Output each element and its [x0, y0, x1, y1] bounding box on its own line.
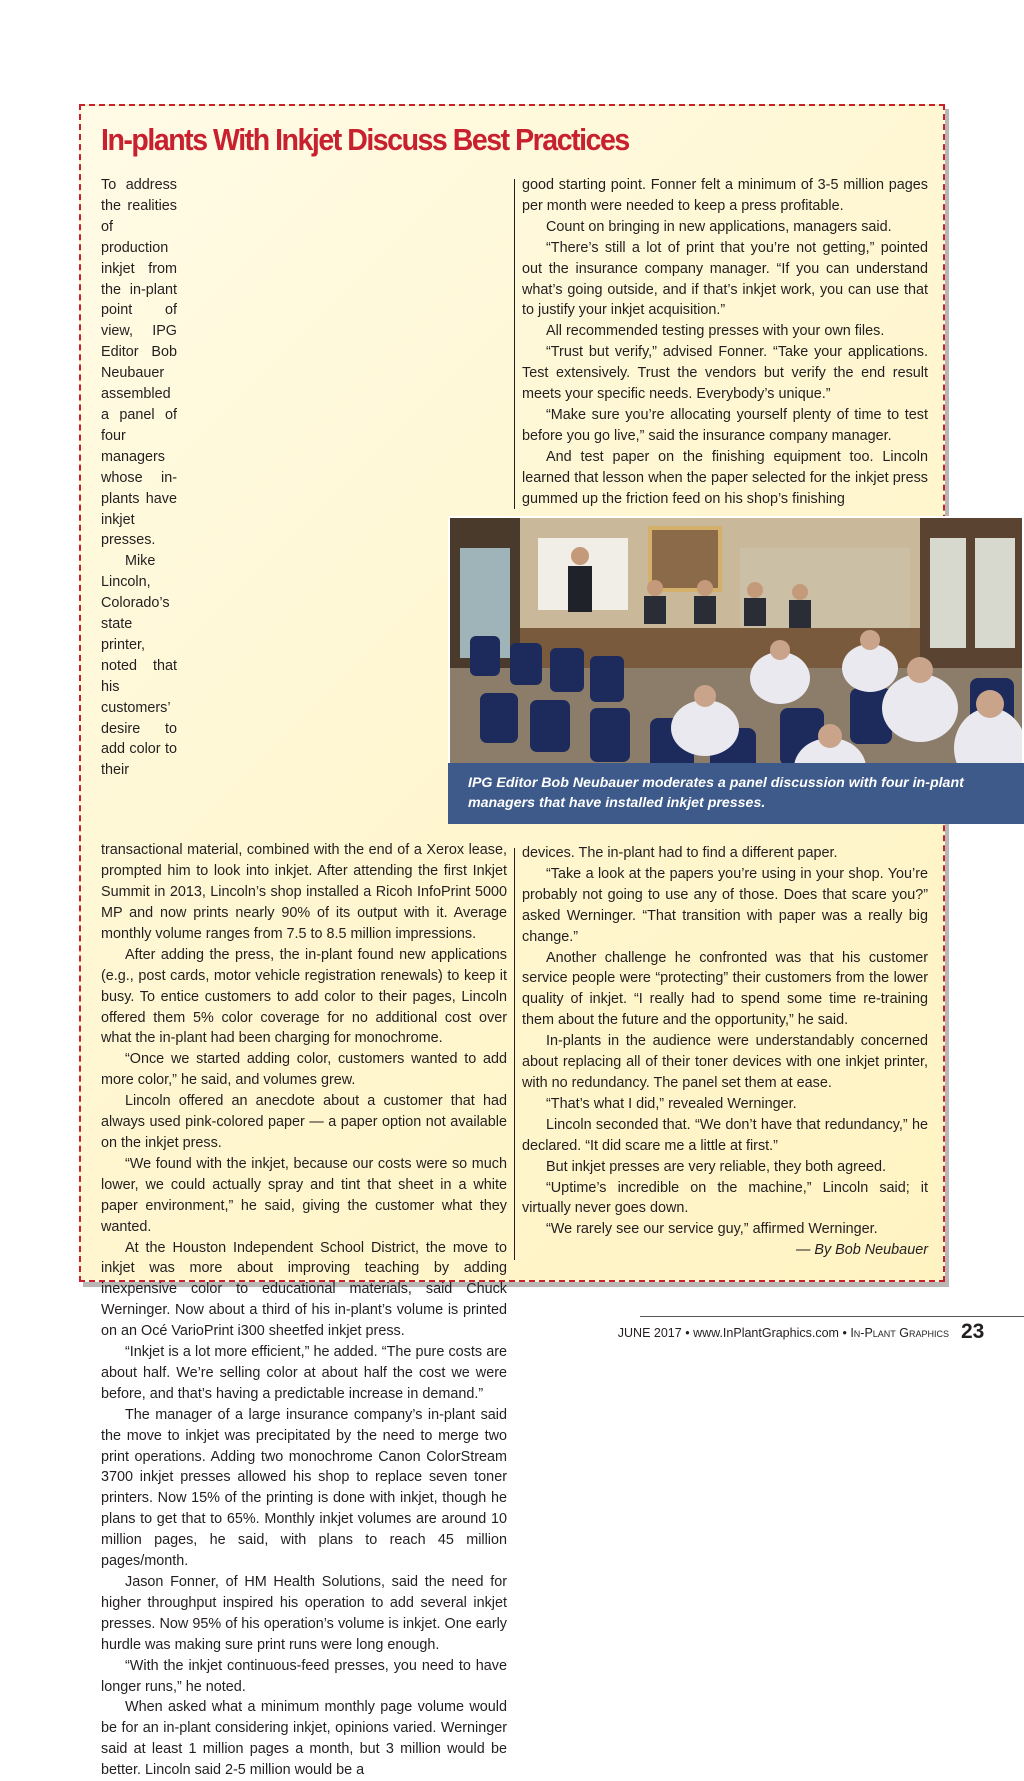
- column-divider: [514, 848, 515, 1260]
- paragraph: Lincoln seconded that. “We don’t have that redundancy,” he declared. “It did scare me a little at first.”: [522, 1116, 928, 1154]
- paragraph: “Once we started adding color, customers wanted to add more color,” he said, and volumes grew.: [101, 1051, 507, 1089]
- bullet-separator: •: [842, 1326, 847, 1340]
- paragraph: Another challenge he confronted was that his customer service people were “protecting” their customers from the lower quality of inkjet. “I really had to spend some time re-training them about the future and the opportunity,” he said.: [522, 949, 928, 1029]
- paragraph: good starting point. Fonner felt a minimum of 3-5 million pages per month were needed to keep a press profitable.: [522, 177, 928, 214]
- paragraph: In-plants in the audience were understandably concerned about replacing all of their toner devices with one inkjet printer, with no redundancy. The panel set them at ease.: [522, 1033, 928, 1091]
- paragraph: Lincoln offered an anecdote about a customer that had always used pink-colored paper — a paper option not available on the inkjet press.: [101, 1093, 507, 1151]
- byline: — By Bob Neubauer: [796, 1242, 928, 1259]
- paragraph: And test paper on the finishing equipment too. Lincoln learned that lesson when the paper selected for the inkjet press gummed up the friction feed on his shop’s finishing: [522, 448, 928, 507]
- paragraph: But inkjet presses are very reliable, they both agreed.: [546, 1158, 886, 1175]
- paragraph: “Inkjet is a lot more efficient,” he added. “The pure costs are about half. We’re selling color at about half the cost we were before, and that’s having a predictable increase in demand.”: [101, 1344, 507, 1402]
- bullet-separator: •: [685, 1326, 690, 1340]
- paragraph: All recommended testing presses with your own files.: [546, 323, 885, 340]
- paragraph: Jason Fonner, of HM Health Solutions, said the need for higher throughput inspired his operation to add several inkjet presses. Now 95% of his operation’s volume is inkjet. One early hurdle was making sure print runs were long enough.: [101, 1574, 507, 1653]
- paragraph: When asked what a minimum monthly page volume would be for an in-plant considering inkjet, opinions varied. Werninger said at least 1 million pages a month, but 3 million would be better. Lincoln said 2-5 million would be a: [101, 1699, 507, 1779]
- paragraph: “That’s what I did,” revealed Werninger.: [546, 1095, 797, 1112]
- paragraph: At the Houston Independent School District, the move to inkjet was more about improving teaching by adding inexpensive color to educational materials, said Chuck Werninger. Now about a third of his in-plant’s volume is printed on an Océ VarioPrint i300 sheetfed inkjet press.: [101, 1239, 507, 1340]
- photo-caption: IPG Editor Bob Neubauer moderates a panel discussion with four in-plant managers that have installed inkjet presses.: [448, 763, 1024, 824]
- footer-date: JUNE 2017: [617, 1326, 682, 1340]
- column-divider: [514, 179, 515, 509]
- paragraph: After adding the press, the in-plant found new applications (e.g., post cards, motor vehicle registration renewals) to keep it busy. To entice customers to add color to their pages, Lincoln offered them 5% color coverage for no additional cost over what the in-plant had been charging for monochrome.: [101, 946, 507, 1047]
- footer-rule: [640, 1316, 1024, 1317]
- paragraph: “We rarely see our service guy,” affirmed Werninger.: [546, 1221, 878, 1238]
- paragraph: “Uptime’s incredible on the machine,” Lincoln said; it virtually never goes down.: [522, 1179, 928, 1217]
- paragraph: “Trust but verify,” advised Fonner. “Take your applications. Test extensively. Trust the vendors but verify the end result meets your specific needs. Everybody’s unique.”: [522, 344, 928, 403]
- page-number: 23: [961, 1320, 985, 1343]
- paragraph: To address the realities of production inkjet from the in-plant point of view, IPG Editor Bob Neubauer assembled a panel of four managers whose in-plants have inkjet presses.: [101, 177, 177, 549]
- left-column: [101, 175, 507, 1779]
- footer-publication: In-Plant Graphics: [850, 1326, 949, 1340]
- paragraph: devices. The in-plant had to find a different paper.: [522, 845, 838, 861]
- paragraph: “Make sure you’re allocating yourself plenty of time to test before you go live,” said the insurance company manager.: [522, 406, 928, 444]
- paragraph: “There’s still a lot of print that you’re not getting,” pointed out the insurance company manager. “If you can understand what’s going outside, and if that’s inkjet work, you can use that to justify your inkjet acquisition.”: [522, 239, 928, 319]
- right-column-top: [522, 175, 928, 510]
- paragraph: “With the inkjet continuous-feed presses, you need to have longer runs,” he noted.: [101, 1657, 507, 1695]
- paragraph: Count on bringing in new applications, managers said.: [546, 218, 892, 235]
- right-column-bottom: [522, 843, 928, 1263]
- paragraph: Mike Lincoln, Colorado’s state printer, noted that his customers’ desire to add color to their transactional material, combined with the end of a Xerox lease, prompted him to look into inkjet. After attending the first Inkjet Summit in 2013, Lincoln’s shop installed a Ricoh InfoPrint 5000 MP and now prints nearly 90% of its output with it. Average monthly volume ranges from 7.5 to 8.5 million impressions.: [101, 553, 507, 942]
- article-headline: In-plants With Inkjet Discuss Best Practices: [101, 122, 629, 157]
- paragraph: “We found with the inkjet, because our costs were so much lower, we could actually spray and tint that sheet in a white paper environment,” he said, giving the customer what they wanted.: [101, 1155, 507, 1235]
- page-footer: [584, 1326, 949, 1340]
- paragraph: The manager of a large insurance company’s in-plant said the move to inkjet was precipitated by the need to merge two print operations. Adding two monochrome Canon ColorStream 3700 inkjet presses allowed his shop to replace seven toner printers. Now 15% of the printing is done with inkjet, though he plans to get that to 65%. Monthly inkjet volumes are around 10 million pages, he said, with plans to reach 45 million pages/month.: [101, 1406, 507, 1570]
- paragraph: “Take a look at the papers you’re using in your shop. You’re probably not going to use any of those. Does that scare you?” asked Werninger. “That transition with paper was a really big change.”: [522, 865, 928, 945]
- footer-url[interactable]: www.InPlantGraphics.com: [693, 1326, 839, 1340]
